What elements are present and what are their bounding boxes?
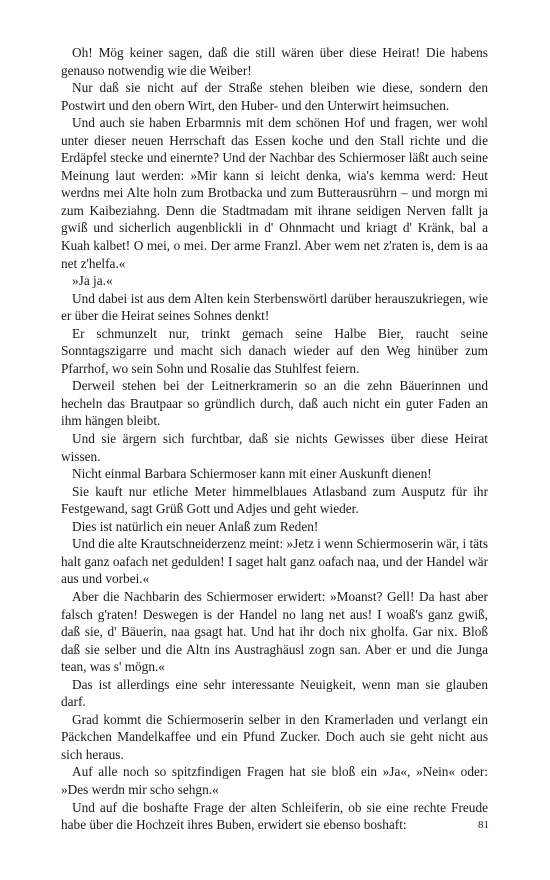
paragraph: Aber die Nachbarin des Schiermoser erwidert: »Moanst? Gell! Da hast aber falsch g'raten! Deswegen is der Handel no lang net aus! I woaß's ganz gwiß, daß sie, d' Bäuerin, naa gsagt hat. Und hat ihr doch nix gholfa. Gar nix. Bloß daß sie selber und die Altn ins Austraghäusl zogn san. Aber er und die Junga tean, was s' mögn.« — [61, 588, 488, 675]
paragraph: Und sie ärgern sich furchtbar, daß sie nichts Gewisses über diese Heirat wissen. — [61, 431, 488, 464]
paragraph: Dies ist natürlich ein neuer Anlaß zum Reden! — [72, 518, 319, 534]
paragraph: Und die alte Krautschneiderzenz meint: »Jetz i wenn Schiermoserin wär, i täts halt ganz oafach net gedulden! I saget halt ganz oafach naa, und der Handel wär aus und vorbei.« — [61, 536, 488, 587]
paragraph: Grad kommt die Schiermoserin selber in den Kramerladen und verlangt ein Päckchen Mandelkaffee und ein Pfund Zucker. Doch auch sie geht nicht aus sich heraus. — [61, 711, 488, 762]
body-text — [61, 44, 488, 834]
paragraph: Und dabei ist aus dem Alten kein Sterbenswörtl darüber herauszukriegen, wie er über die Heirat seines Sohnes denkt! — [61, 290, 488, 324]
paragraph: Nur daß sie nicht auf der Straße stehen bleiben wie diese, sondern den Postwirt und den obern Wirt, den Huber- und den Unterwirt heimsuchen. — [61, 80, 488, 113]
paragraph: Oh! Mög keiner sagen, daß die still wären über diese Heirat! Die habens genauso notwendig wie die Weiber! — [61, 45, 488, 78]
paragraph: Und auch sie haben Erbarmnis mit dem schönen Hof und fragen, wer wohl unter dieser neuen Herrschaft das Essen koche und den Stall richte und die Erdäpfel stecke und einernte? Und der Nachbar des Schiermoser läßt auch seine Meinung laut werden: »Mir kann si leicht denka, wia's kemma werd: Heut werdns mei Alte holn zum Brotbacka und zum Butterausrührn – und morgn mi zum Kaibeziahng. Denn die Stadtmadam mit ihrane seidigen Nerven fallt ja gwiß und sicherlich augenblickli in d' Ohnmacht und kriagt d' Kränk, bal a Kuah kalbet! O mei, o mei. Der arme Franzl. Aber wem net z'raten is, dem is aa net z'helfa.« — [61, 115, 488, 271]
page-number: 81 — [478, 819, 489, 831]
paragraph: Derweil stehen bei der Leitnerkramerin so an die zehn Bäuerinnen und hecheln das Brautpaar so gründlich durch, daß auch nicht ein guter Faden an ihm hängen bleibt. — [61, 378, 488, 429]
paragraph: Auf alle noch so spitzfindigen Fragen hat sie bloß ein »Ja«, »Nein« oder: »Des werdn mir scho sehgn.« — [61, 764, 488, 797]
paragraph: Sie kauft nur etliche Meter himmelblaues Atlasband zum Ausputz für ihr Festgewand, sagt Grüß Gott und Adjes und geht wieder. — [61, 483, 488, 517]
paragraph: Und auf die boshafte Frage der alten Schleiferin, ob sie eine rechte Freude habe über die Hochzeit ihres Buben, erwidert sie ebenso boshaft: — [61, 799, 488, 833]
paragraph: Er schmunzelt nur, trinkt gemach seine Halbe Bier, raucht seine Sonntagszigarre und macht sich danach wieder auf den Weg hinüber zum Pfarrhof, wo sein Sohn und Rosalie das Stuhlfest feiern. — [61, 325, 488, 376]
paragraph: »Ja ja.« — [72, 273, 113, 289]
paragraph: Das ist allerdings eine sehr interessante Neuigkeit, wenn man sie glauben darf. — [61, 676, 488, 710]
paragraph: Nicht einmal Barbara Schiermoser kann mit einer Auskunft dienen! — [72, 466, 432, 482]
